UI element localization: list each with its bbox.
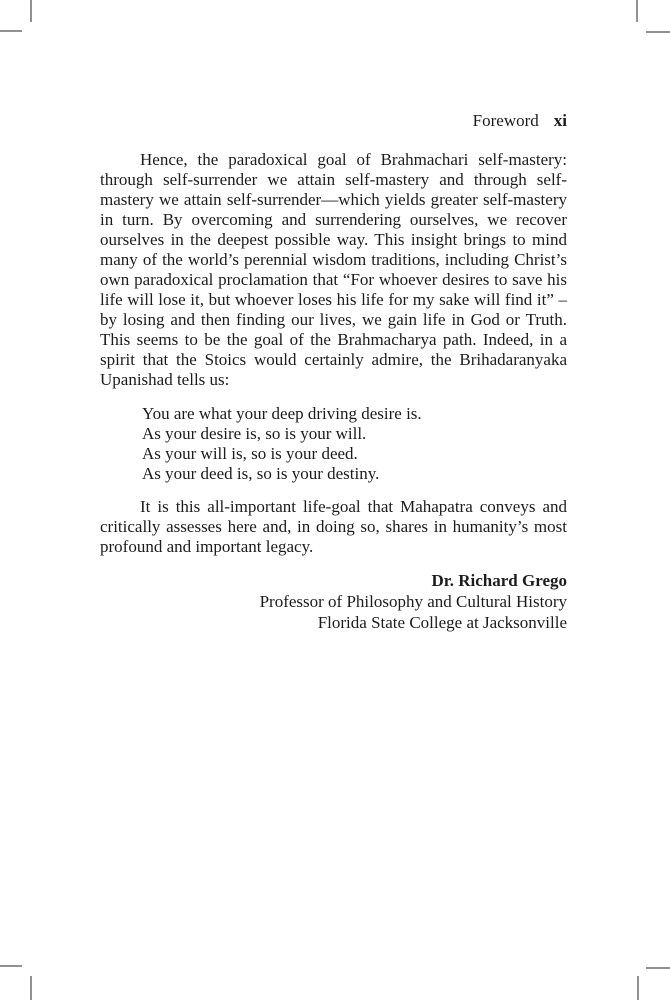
crop-mark-top-right-vertical <box>636 0 638 22</box>
crop-mark-bottom-left-vertical <box>30 976 32 1000</box>
crop-mark-bottom-right-vertical <box>637 976 639 1000</box>
running-header-section-title: Foreword <box>472 111 539 130</box>
crop-mark-bottom-left-horizontal <box>0 965 22 967</box>
upanishad-quote-block <box>142 404 567 484</box>
quote-line-3: As your will is, so is your deed. <box>142 444 358 463</box>
crop-mark-top-left-horizontal <box>0 30 22 32</box>
page-number: xi <box>553 111 567 130</box>
signature-block <box>100 570 567 633</box>
quote-line-4: As your deed is, so is your destiny. <box>142 464 380 483</box>
running-header <box>100 111 567 131</box>
signature-name: Dr. Richard Grego <box>431 571 567 590</box>
text-block <box>100 111 567 633</box>
quote-line-2: As your desire is, so is your will. <box>142 424 367 443</box>
signature-title: Professor of Philosophy and Cultural History <box>259 592 567 611</box>
crop-mark-top-right-horizontal <box>646 31 670 33</box>
crop-mark-top-left-vertical <box>30 0 32 22</box>
foreword-paragraph-2: It is this all-important life-goal that Mahapatra conveys and critically assesses here and, in doing so, shares in humanity’s most profound and important legacy. <box>100 497 567 556</box>
foreword-paragraph-1: Hence, the paradoxical goal of Brahmachari self-mastery: through self-surrender we attain self-mastery and through self-mastery we attain self-surrender—which yields greater self-mastery in turn. By overcoming and surrendering ourselves, we recover ourselves in the deepest possible way. This insight brings to mind many of the world’s perennial wisdom traditions, including Christ’s own paradoxical proclamation that “For whoever desires to save his life will lose it, but whoever loses his life for my sake will find it” – by losing and then finding our lives, we gain life in God or Truth. This seems to be the goal of the Brahmacharya path. Indeed, in a spirit that the Stoics would certainly admire, the Brihadaranyaka Upanishad tells us: <box>100 150 567 389</box>
signature-affiliation: Florida State College at Jacksonville <box>317 613 567 632</box>
quote-line-1: You are what your deep driving desire is. <box>142 404 422 423</box>
crop-mark-bottom-right-horizontal <box>646 967 670 969</box>
